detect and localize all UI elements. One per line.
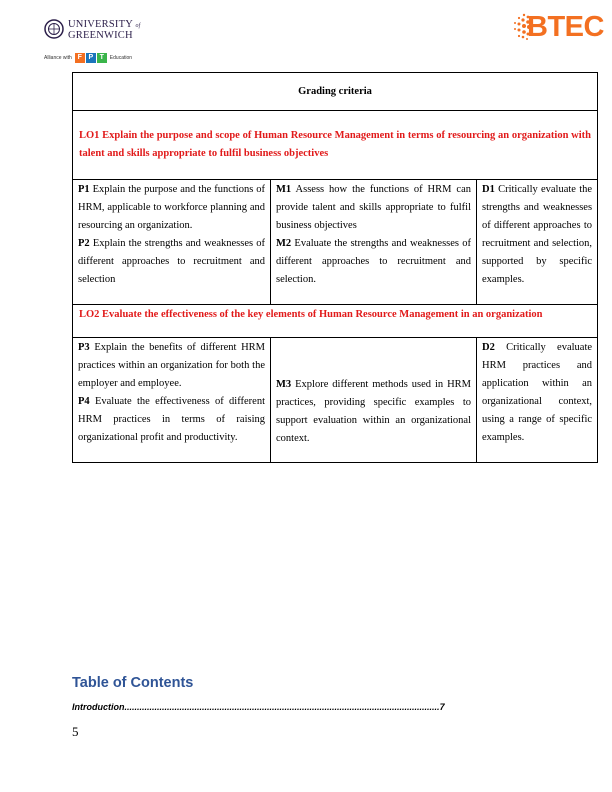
grading-criteria-title: Grading criteria [73, 73, 598, 111]
university-line1: UNIVERSITY [68, 19, 133, 30]
m3-block [276, 376, 471, 448]
m2-code: M2 [276, 238, 292, 249]
d1-text: Critically evaluate the strengths and weaknesses of different approaches to recruitment and selection, supported by specific examples. [482, 184, 593, 285]
p3-code: P3 [78, 342, 90, 353]
btec-logo [510, 8, 610, 44]
m3-code: M3 [276, 379, 292, 390]
fpt-letter-f: F [75, 53, 85, 63]
distinction-criteria-lo2 [477, 338, 598, 463]
page-number: 5 [72, 724, 79, 739]
d2-text: Critically evaluate HRM practices and application within an organizational context, using a range of specific examples. [482, 342, 593, 443]
p3-text: Explain the benefits of different HRM practices within an organization for both the employer and employee. [78, 342, 265, 389]
page-header [0, 0, 612, 72]
university-name [68, 20, 141, 41]
fpt-logo [75, 53, 107, 63]
greenwich-crest-icon [44, 19, 64, 39]
p4-code: P4 [78, 396, 90, 407]
p2-text: Explain the strengths and weaknesses of different approaches to recruitment and selection [78, 238, 265, 285]
distinction-criteria-lo1 [477, 180, 598, 305]
toc-entry-introduction[interactable] [72, 702, 542, 712]
pass-criteria-lo1 [73, 180, 271, 305]
d2-code: D2 [482, 342, 495, 353]
fpt-letter-t: T [97, 53, 107, 63]
toc-leader-dots: .............................................................................................................................. [124, 702, 440, 712]
university-line2: GREENWICH [68, 30, 133, 41]
grading-criteria-table [72, 72, 598, 463]
alliance-prefix: Alliance with [44, 55, 72, 61]
lo2-heading: LO2 Evaluate the effectiveness of the key elements of Human Resource Management in an organization [73, 305, 598, 338]
alliance-fpt-logo [44, 52, 132, 64]
p2-code: P2 [78, 238, 90, 249]
toc-entry-label: Introduction [72, 702, 125, 712]
toc-entry-page: 7 [439, 702, 445, 712]
fpt-letter-p: P [86, 53, 96, 63]
m2-text: Evaluate the strengths and weaknesses of different approaches to recruitment and selection. [276, 238, 471, 285]
lo1-heading: LO1 Explain the purpose and scope of Human Resource Management in terms of resourcing an organization with talent and skills appropriate to fulfil business objectives [73, 111, 598, 180]
m1-text: Assess how the functions of HRM can provide talent and skills appropriate to fulfil business objectives [276, 184, 471, 231]
m3-text: Explore different methods used in HRM practices, providing specific examples to support evaluation within an organizational context. [276, 379, 471, 444]
merit-criteria-lo2 [271, 338, 477, 463]
btec-wordmark: BTEC [527, 11, 604, 43]
alliance-suffix: Education [109, 55, 133, 61]
d1-code: D1 [482, 184, 495, 195]
university-of-greenwich-logo [44, 18, 154, 44]
university-of: of [135, 23, 141, 29]
merit-criteria-lo1 [271, 180, 477, 305]
p1-code: P1 [78, 184, 90, 195]
m1-code: M1 [276, 184, 292, 195]
p1-text: Explain the purpose and the functions of HRM, applicable to workforce planning and resourcing an organization. [78, 184, 265, 231]
p4-text: Evaluate the effectiveness of different HRM practices in terms of raising organizational profit and productivity. [78, 396, 265, 443]
toc-title: Table of Contents [72, 675, 194, 691]
pass-criteria-lo2 [73, 338, 271, 463]
